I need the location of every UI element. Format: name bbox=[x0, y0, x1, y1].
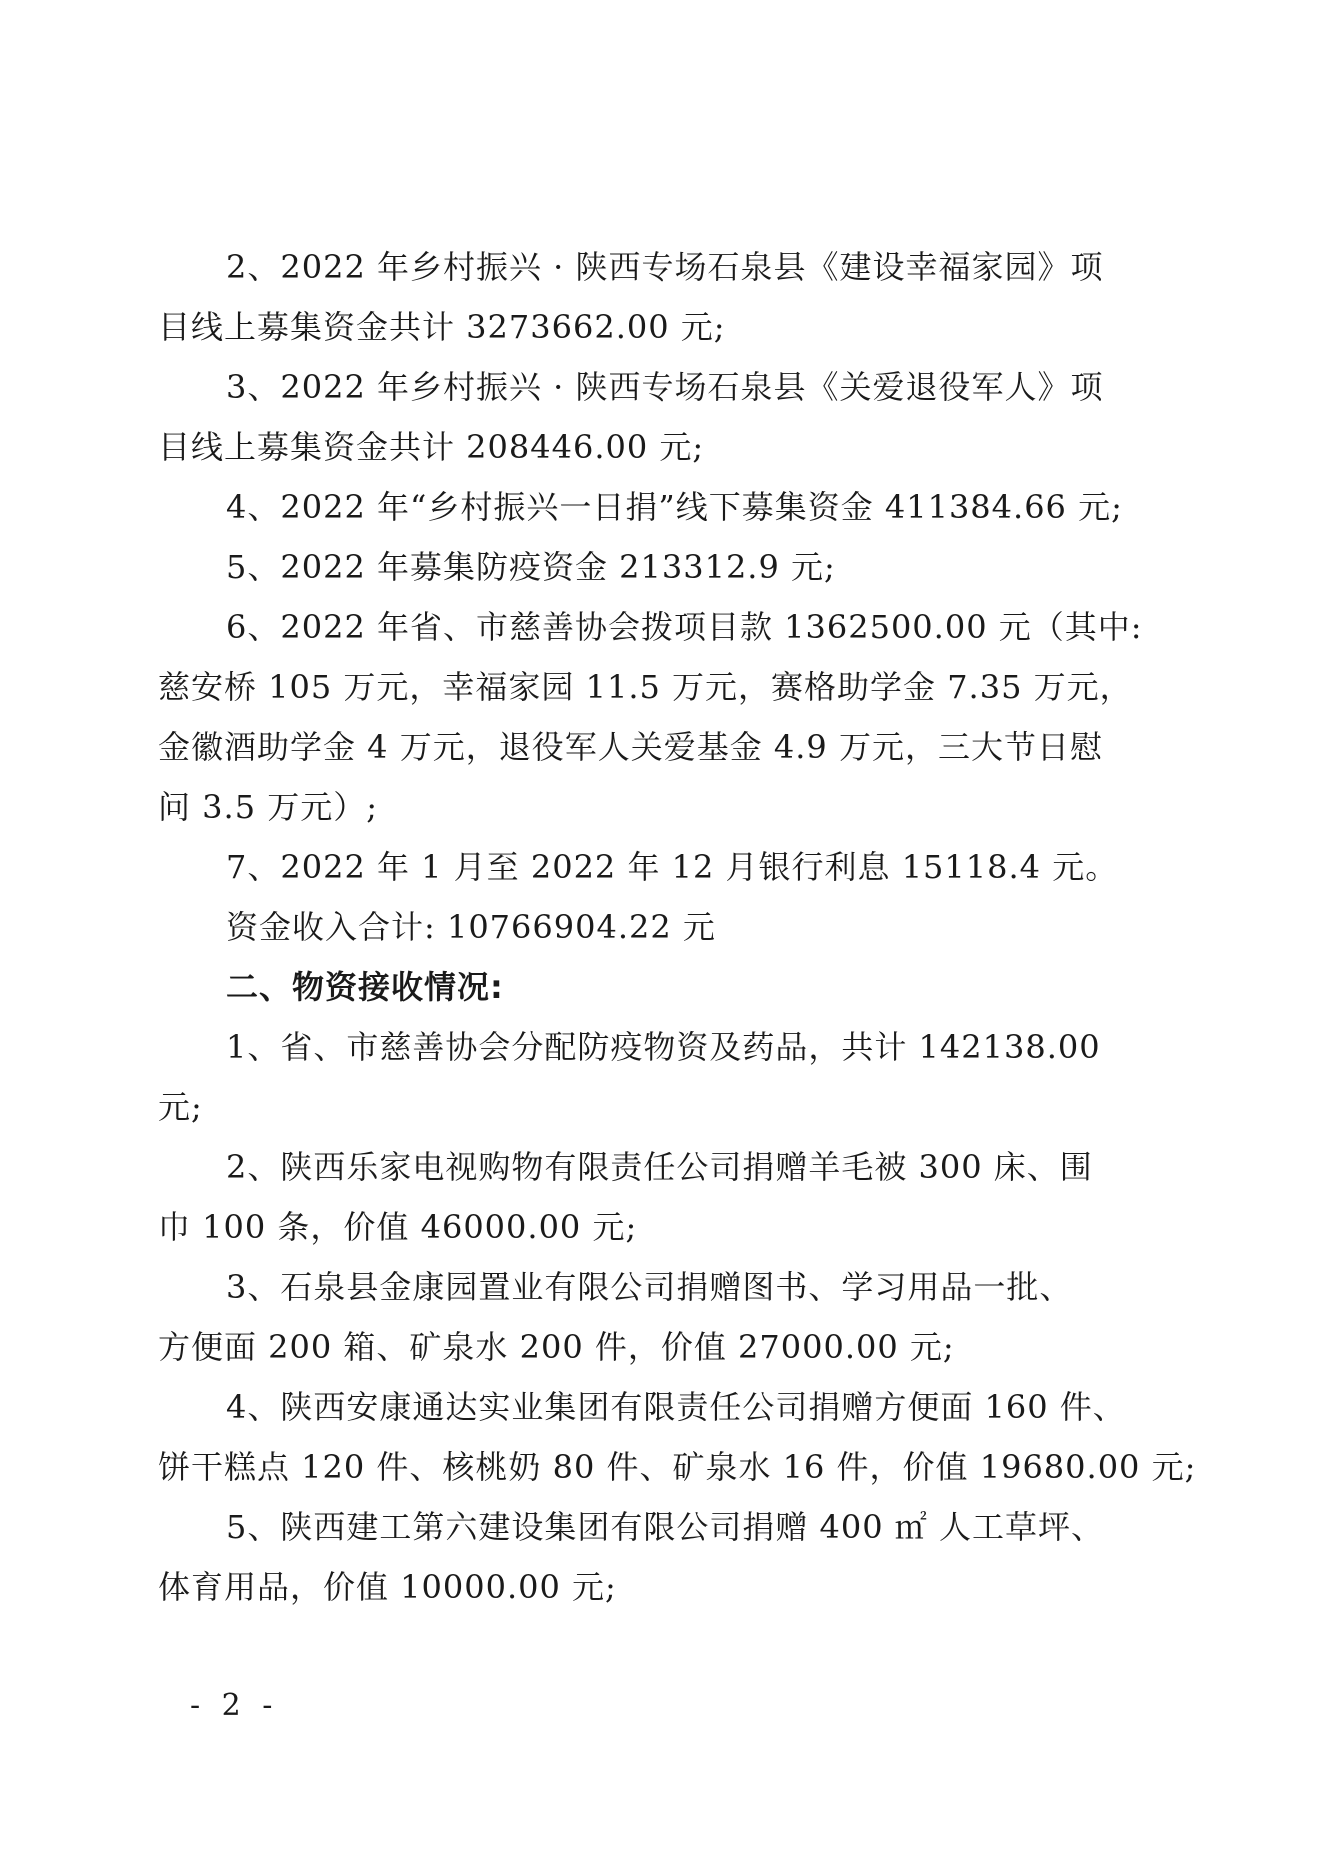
item-2-line-2: 目线上募集资金共计 3273662.00 元; bbox=[158, 308, 726, 346]
material-item-5-line-1: 5、陕西建工第六建设集团有限公司捐赠 400 ㎡ 人工草坪、 bbox=[226, 1508, 1104, 1546]
material-item-4-line-2: 饼干糕点 120 件、核桃奶 80 件、矿泉水 16 件，价值 19680.00 元; bbox=[158, 1448, 1197, 1486]
item-6-line-4: 问 3.5 万元）; bbox=[158, 788, 379, 826]
material-item-5-line-2: 体育用品，价值 10000.00 元; bbox=[158, 1568, 617, 1606]
material-item-3-line-2: 方便面 200 箱、矿泉水 200 件，价值 27000.00 元; bbox=[158, 1328, 955, 1366]
income-total: 资金收入合计: 10766904.22 元 bbox=[226, 908, 716, 946]
item-2-line-1: 2、2022 年乡村振兴 · 陕西专场石泉县《建设幸福家园》项 bbox=[226, 248, 1104, 286]
item-6-line-2: 慈安桥 105 万元，幸福家园 11.5 万元，赛格助学金 7.35 万元， bbox=[158, 668, 1133, 706]
page-number: - 2 - bbox=[190, 1688, 279, 1723]
item-6-line-3: 金徽酒助学金 4 万元，退役军人关爱基金 4.9 万元，三大节日慰 bbox=[158, 728, 1103, 766]
material-item-2-line-1: 2、陕西乐家电视购物有限责任公司捐赠羊毛被 300 床、围 bbox=[226, 1148, 1093, 1186]
material-item-3-line-1: 3、石泉县金康园置业有限公司捐赠图书、学习用品一批、 bbox=[226, 1268, 1073, 1306]
item-3-line-1: 3、2022 年乡村振兴 · 陕西专场石泉县《关爱退役军人》项 bbox=[226, 368, 1104, 406]
material-item-1-line-2: 元; bbox=[158, 1088, 203, 1126]
item-5-line-1: 5、2022 年募集防疫资金 213312.9 元; bbox=[226, 548, 836, 586]
item-4-line-1: 4、2022 年“乡村振兴一日捐”线下募集资金 411384.66 元; bbox=[226, 488, 1123, 526]
item-3-line-2: 目线上募集资金共计 208446.00 元; bbox=[158, 428, 705, 466]
material-item-2-line-2: 巾 100 条，价值 46000.00 元; bbox=[158, 1208, 638, 1246]
material-item-4-line-1: 4、陕西安康通达实业集团有限责任公司捐赠方便面 160 件、 bbox=[226, 1388, 1126, 1426]
section-heading-materials: 二、物资接收情况: bbox=[226, 968, 504, 1006]
item-6-line-1: 6、2022 年省、市慈善协会拨项目款 1362500.00 元（其中: bbox=[226, 608, 1143, 646]
material-item-1-line-1: 1、省、市慈善协会分配防疫物资及药品，共计 142138.00 bbox=[226, 1028, 1101, 1066]
item-7-line-1: 7、2022 年 1 月至 2022 年 12 月银行利息 15118.4 元。 bbox=[226, 848, 1119, 886]
